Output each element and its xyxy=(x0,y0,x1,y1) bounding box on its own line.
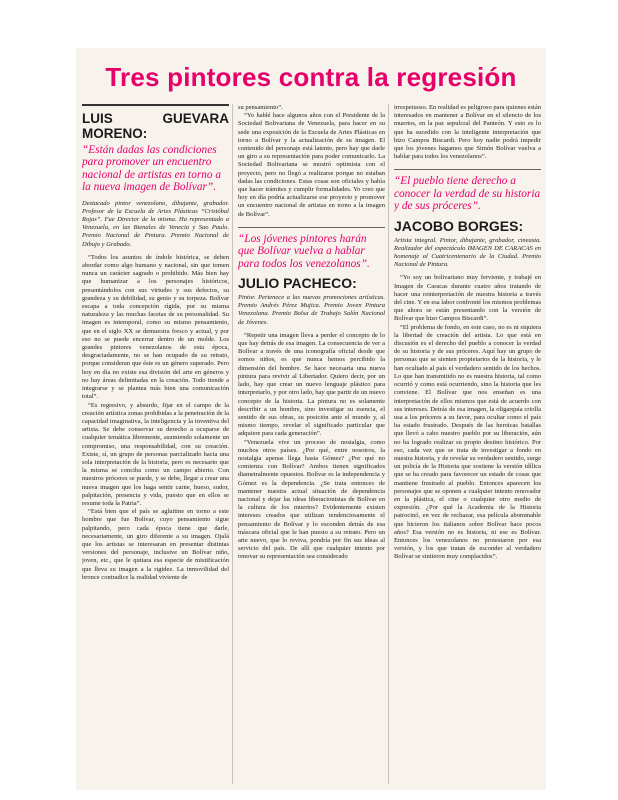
column-guevara xyxy=(82,104,229,790)
pull-quote-pacheco: “Los jóvenes pintores harán que Bolívar vuelva a hablar para todos los venezolanos”. xyxy=(238,232,370,270)
paragraph: “Yo soy un bolivariano muy ferviente, y trabajé en Imagen de Caracas durante cuatro años tratando de hacer una reinterpretación de nuestra historia a través del cine. Y en esa labor confronté los mismos problemas que ahora se están presentando con la versión de Bolívar que hizo Campos Biscardi”. xyxy=(394,274,541,323)
article-body-guevara-continued xyxy=(238,104,385,219)
paragraph: “Repetir una imagen lleva a perder el concepto de lo que hay detrás de esa imagen. La consecuencia de ver a Bolívar a través de una iconografía oficial desde que somos niños, es que nunca hemos percibido la dimensión del hombre. Se hace necesaria una nueva pintura para revivir al Libertador. Quiero decir, por un lado, hay que crear un nuevo lenguaje plástico para interpretarlo, y por otro lado, hay que partir de un nuevo concepto de la historia. La pintura no es solamente describir a un hombre, sino investigar su esencia, el sentido de sus obras, su posición ante el mundo y, al mismo tiempo, revelar el significado particular que adquiere para cada generación”. xyxy=(238,331,385,438)
paragraph: “Está bien que el país se agluitine en torno a este hombre que fue Bolívar, cuyo pensamiento sigue palpitando, pero cada época tiene que darle, necesariamente, un giro diferente a su imagen. Ojalá que los artistas se interesaran en presentar distintas versiones del personaje, inclusive un Bolívar niño, joven, etc., que le quitara esa especie de mistificación que lleva su imagen a la rigidez. La inmovilidad del bronce contradice la realidad viviente de xyxy=(82,508,229,581)
artist-name-pacheco: JULIO PACHECO: xyxy=(238,275,357,292)
article-body-borges xyxy=(394,274,541,561)
article-body-pacheco xyxy=(238,332,385,562)
paragraph: “Es regresivo, y absurdo, fijar en el campo de la creación artística zonas prohibidas a la penetración de la capacidad imaginativa, la inteligencia y la inventiva del artista. Se debe conservar su derecho a ocuparse de cualquier temática libremente, asumiendo solamente un compromiso, una responsabilidad, con su creación. Existe, sí, un grupo de personas parcializado hacia una sola interpretación de la historia, pero es necesario que la misma se conciba como un campo abierto. Con nuestros próceres se puede, y se debe, llegar a crear una nueva imagen que los haga sentir carne, hueso, sudor, palpitación, presencia y vida, puesto que en ellos se resume toda la Patria”. xyxy=(82,401,229,507)
artist-name-borges: JACOBO BORGES: xyxy=(394,217,524,234)
paragraph: irrespetuoso. En realidad es peligroso para quienes están interesados en mantener a Bolívar en el silencio de los muertos, en la paz sepulcral del Panteón. Y esto es lo que ha sucedido con la inteligente interpretación que hizo Campos Biscardi. Pero hoy nadie podrá impedir que los jóvenes hagamos que Simón Bolívar vuelva a hablar para todos los venezolanos”. xyxy=(394,104,541,161)
headline: Tres pintores contra la regresión xyxy=(105,62,517,92)
article-body-pacheco-continued xyxy=(394,104,541,161)
bio-pacheco: Pintor. Pertenece a las nuevas promociones artísticas. Premio Andrés Pérez Mujica. Premio Joven Pintura Venezolana. Premio Bolsa de Trabajo Salón Nacional de Jóvenes. xyxy=(238,294,385,326)
pull-quote-guevara: “Están dadas las condiciones para promover un encuentro nacional de artistas en torno a la nueva imagen de Bolívar”. xyxy=(82,144,222,194)
section-divider xyxy=(238,227,385,228)
paragraph: “El problema de fondo, en este caso, no es ni siquiera la libertad de creación del artista. Lo que está en discusión es el derecho del pueblo a conocer la verdad de su historia y de sus próceres. Aquí hay un grupo de personas que se sienten propietarios de la historia, y le han ocultado al país el verdadero sentido de los hechos. Lo que han transmitido no es nuestra historia, tal como ocurrió y como está ocurriendo, sino la historia que les conviene. El Bolívar que nos enseñan es una interpretación de ellos mismos que está de acuerdo con sus intereses. Detrás de esa imagen, la oligarquía criolla usa a los próceres a su favor, para ocultar como el país ha estado frustrado. Después de las heroicas batallas que llevó a cabo nuestro pueblo por su liberación, aún no ha logrado realizar su propio destino histórico. Por eso, cada vez que se trata de investigar a fondo en nuestra historia, y de revelar su verdadero sentido, surge un policía de la Historia que sostiene la versión idílica que se ha creado para favorecer un estado de cosas que mantiene frustrado al pueblo. Entonces aparecen los personajes que se oponen a cualquier intento renovador en la plástica, el cine o cualquier otro medio de expresión. ¿Por qué la Academia de la Historia patrocinó, en vez de rechazar, esa película abominable que hicieron los italianos sobre Bolívar hace pocos años? Esa versión no es historia, ni ese es Bolívar. Entonces los venezolanos no protestaron por esa versión, y los que tratan de esconder al verdadero Bolívar se sintieron muy complacidos”. xyxy=(394,323,541,561)
column-rule xyxy=(388,104,389,784)
bio-borges: Artista integral. Pintor, dibujante, grabador, cineasta. Realizador del espectáculo IMAGEN DE CARACAS en homenaje al Cuatricentenario de la Ciudad. Premio Nacional de Pintura. xyxy=(394,236,541,269)
paragraph: “Todos los asuntos de índole histórica, se deben abordar como algo humano y nacional, sin que tomen nunca un carácter sagrado o prohibido. Más bien hay que humanizar a los personajes históricos, presentándolos con sus virtudes y sus defectos, su grandeza y su debilidad, su genio y su torpeza. Bolívar escapa a toda concepción rígida, por su misma naturaleza y las muchas facetas de su personalidad. Su imagen es intemporal, como su mismo pensamiento, que en el siglo XX se demuestra fresco y actual, y por eso no se puede encerrar dentro de un molde. Los grandes pintores venezolanos de esta época, desgraciadamente, no se han ocupado de su retrato, porque consideran que éste es un género superado. Pero hoy en día no existe esa división del arte en géneros y no hay áreas delimitadas en la creación. Todo tiende a integrarse y se plantea más bien una comunicación total”. xyxy=(82,253,229,401)
column-borges xyxy=(394,104,541,790)
article-body-guevara xyxy=(82,254,229,582)
bio-guevara: Destacado pintor venezolano, dibujante, grabador. Profesor de la Escuela de Artes Plásticas “Cristóbal Rojas”. Fue Director de la misma. Ha representado a Venezuela, en las Bienales de Venecia y Sao Paulo. Premio Nacional de Pintura. Premio Nacional de Dibujo y Grabado. xyxy=(82,199,229,248)
section-divider xyxy=(394,169,541,170)
artist-name-guevara: LUIS GUEVARA MORENO: xyxy=(82,111,229,141)
paragraph: “Venezuela vive un proceso de nostalgia, como muchos otros países. ¿Por qué, entre nosotros, la nostalgia apenas llega hasta Gómez? ¿Por qué no comienza con Bolívar? Ambos tienen significados diametralmente opuestos. Bolívar es la independencia y Gómez es la dependencia. ¿Se trata entonces de mantener nuestra actual situación de dependencia nacional y dejar las ideas liberacionistas de Bolívar en la cultura de los muertos? Evidentemente existen intereses creados que utilizan tendenciosamente el pensamiento de Bolívar y lo esconden detrás de esa máscara oficial que le han puesto a su retrato. Pero un arte nuevo, que lo reviva, pondría por fin sus ideas al servicio del país. De allí que cualquier intento por renovar su representación sea considerado xyxy=(238,438,385,561)
paragraph: “Yo hablé hace algunos años con el Presidente de la Sociedad Bolivariana de Venezuela, para hacer en su sede una exposición de la Escuela de Artes Plásticas en torno a Bolívar y la actualización de su imagen. El contenido del personaje está latente, pero hay que darle un giro a su representación para poder comunicarlo. La Sociedad Bolivariana se mostró optimista con el proyecto, pero no llegó a realizarse porque no estaban dadas las condiciones. Estas cosas son oficiales y había que hacer trámites y cumplir formalidades. Yo creo que hoy en día podría actualizarse ese proyecto y promover un encuentro nacional de artistas en torno a la imagen de Bolívar”. xyxy=(238,112,385,218)
paragraph: su pensamiento”. xyxy=(238,104,283,111)
pull-quote-borges: “El pueblo tiene derecho a conocer la verdad de su historia y de sus próceres”. xyxy=(394,175,541,213)
column-top-rule xyxy=(82,104,229,106)
column-rule xyxy=(232,104,233,784)
column-pacheco xyxy=(238,104,385,790)
newspaper-clipping xyxy=(76,48,546,790)
